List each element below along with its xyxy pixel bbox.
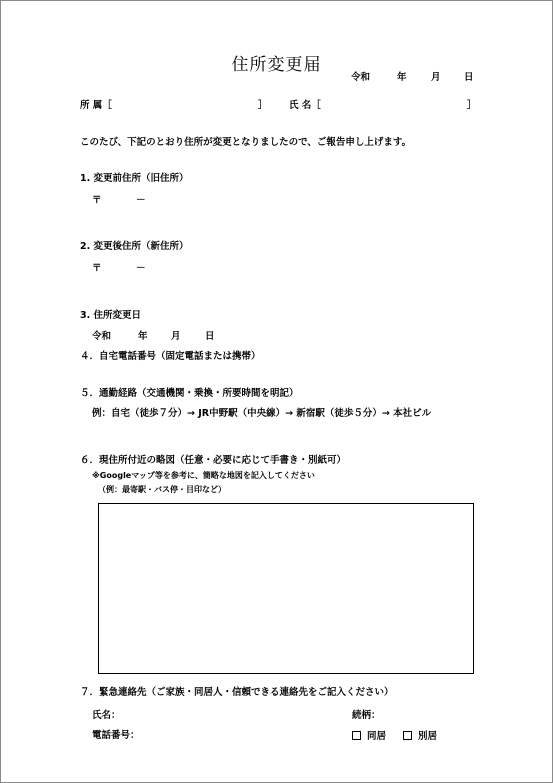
section-5-heading: ５．通勤経路（交通機関・乗換・所要時間を明記） bbox=[80, 388, 299, 399]
option-separate-label: 別居 bbox=[418, 731, 438, 742]
section-1-postal-dash: － bbox=[136, 195, 146, 206]
checkbox-cohabit[interactable] bbox=[352, 731, 361, 740]
section-1-heading: 1. 変更前住所（旧住所） bbox=[80, 173, 189, 184]
section-3-heading: 3. 住所変更日 bbox=[80, 310, 142, 321]
intro-text: このたび、下記のとおり住所が変更となりましたので、ご報告申し上げます。 bbox=[80, 137, 412, 148]
section-4-heading: ４．自宅電話番号（固定電話または携帯） bbox=[80, 351, 261, 362]
emergency-relation-label: 続柄： bbox=[352, 710, 381, 721]
section-1-postal-mark: 〒 bbox=[92, 195, 102, 206]
emergency-name-label: 氏名： bbox=[92, 710, 121, 721]
section-5-example: 例：自宅（徒歩７分）→ JR中野駅（中央線）→ 新宿駅（徒歩５分）→ 本社ビル bbox=[92, 408, 432, 419]
section-3-day: 日 bbox=[205, 331, 215, 342]
section-6-heading: ６．現住所付近の略図（任意・必要に応じて手書き・別紙可） bbox=[80, 455, 347, 466]
section-2-postal-mark: 〒 bbox=[92, 263, 102, 274]
affiliation-label: 所 属［ bbox=[80, 100, 112, 111]
document-title: 住所変更届 bbox=[231, 55, 322, 75]
date-era: 令和 bbox=[351, 72, 371, 83]
date-day: 日 bbox=[464, 72, 474, 83]
checkbox-separate[interactable] bbox=[403, 731, 412, 740]
date-year: 年 bbox=[397, 72, 407, 83]
date-month: 月 bbox=[431, 72, 441, 83]
section-3-month: 月 bbox=[171, 331, 181, 342]
section-3-era: 令和 bbox=[92, 331, 112, 342]
name-label: 氏 名［ bbox=[289, 100, 321, 111]
section-3-year: 年 bbox=[138, 331, 148, 342]
map-drawing-area[interactable] bbox=[98, 503, 474, 674]
section-2-postal-dash: － bbox=[136, 263, 146, 274]
affiliation-close: ］ bbox=[258, 100, 268, 111]
option-separate[interactable] bbox=[403, 731, 437, 742]
emergency-phone-label: 電話番号： bbox=[92, 730, 140, 741]
option-cohabit-label: 同居 bbox=[367, 731, 387, 742]
option-cohabit[interactable] bbox=[352, 731, 386, 742]
section-6-example-note: （例：最寄駅・バス停・目印など） bbox=[98, 485, 226, 494]
section-6-note: ※Googleマップ等を参考に、簡略な地図を記入してください bbox=[92, 471, 315, 480]
section-7-heading: ７．緊急連絡先（ご家族・同居人・信頼できる連絡先をご記入ください） bbox=[80, 687, 394, 698]
name-close: ］ bbox=[467, 100, 477, 111]
section-2-heading: 2. 変更後住所（新住所） bbox=[80, 241, 189, 252]
